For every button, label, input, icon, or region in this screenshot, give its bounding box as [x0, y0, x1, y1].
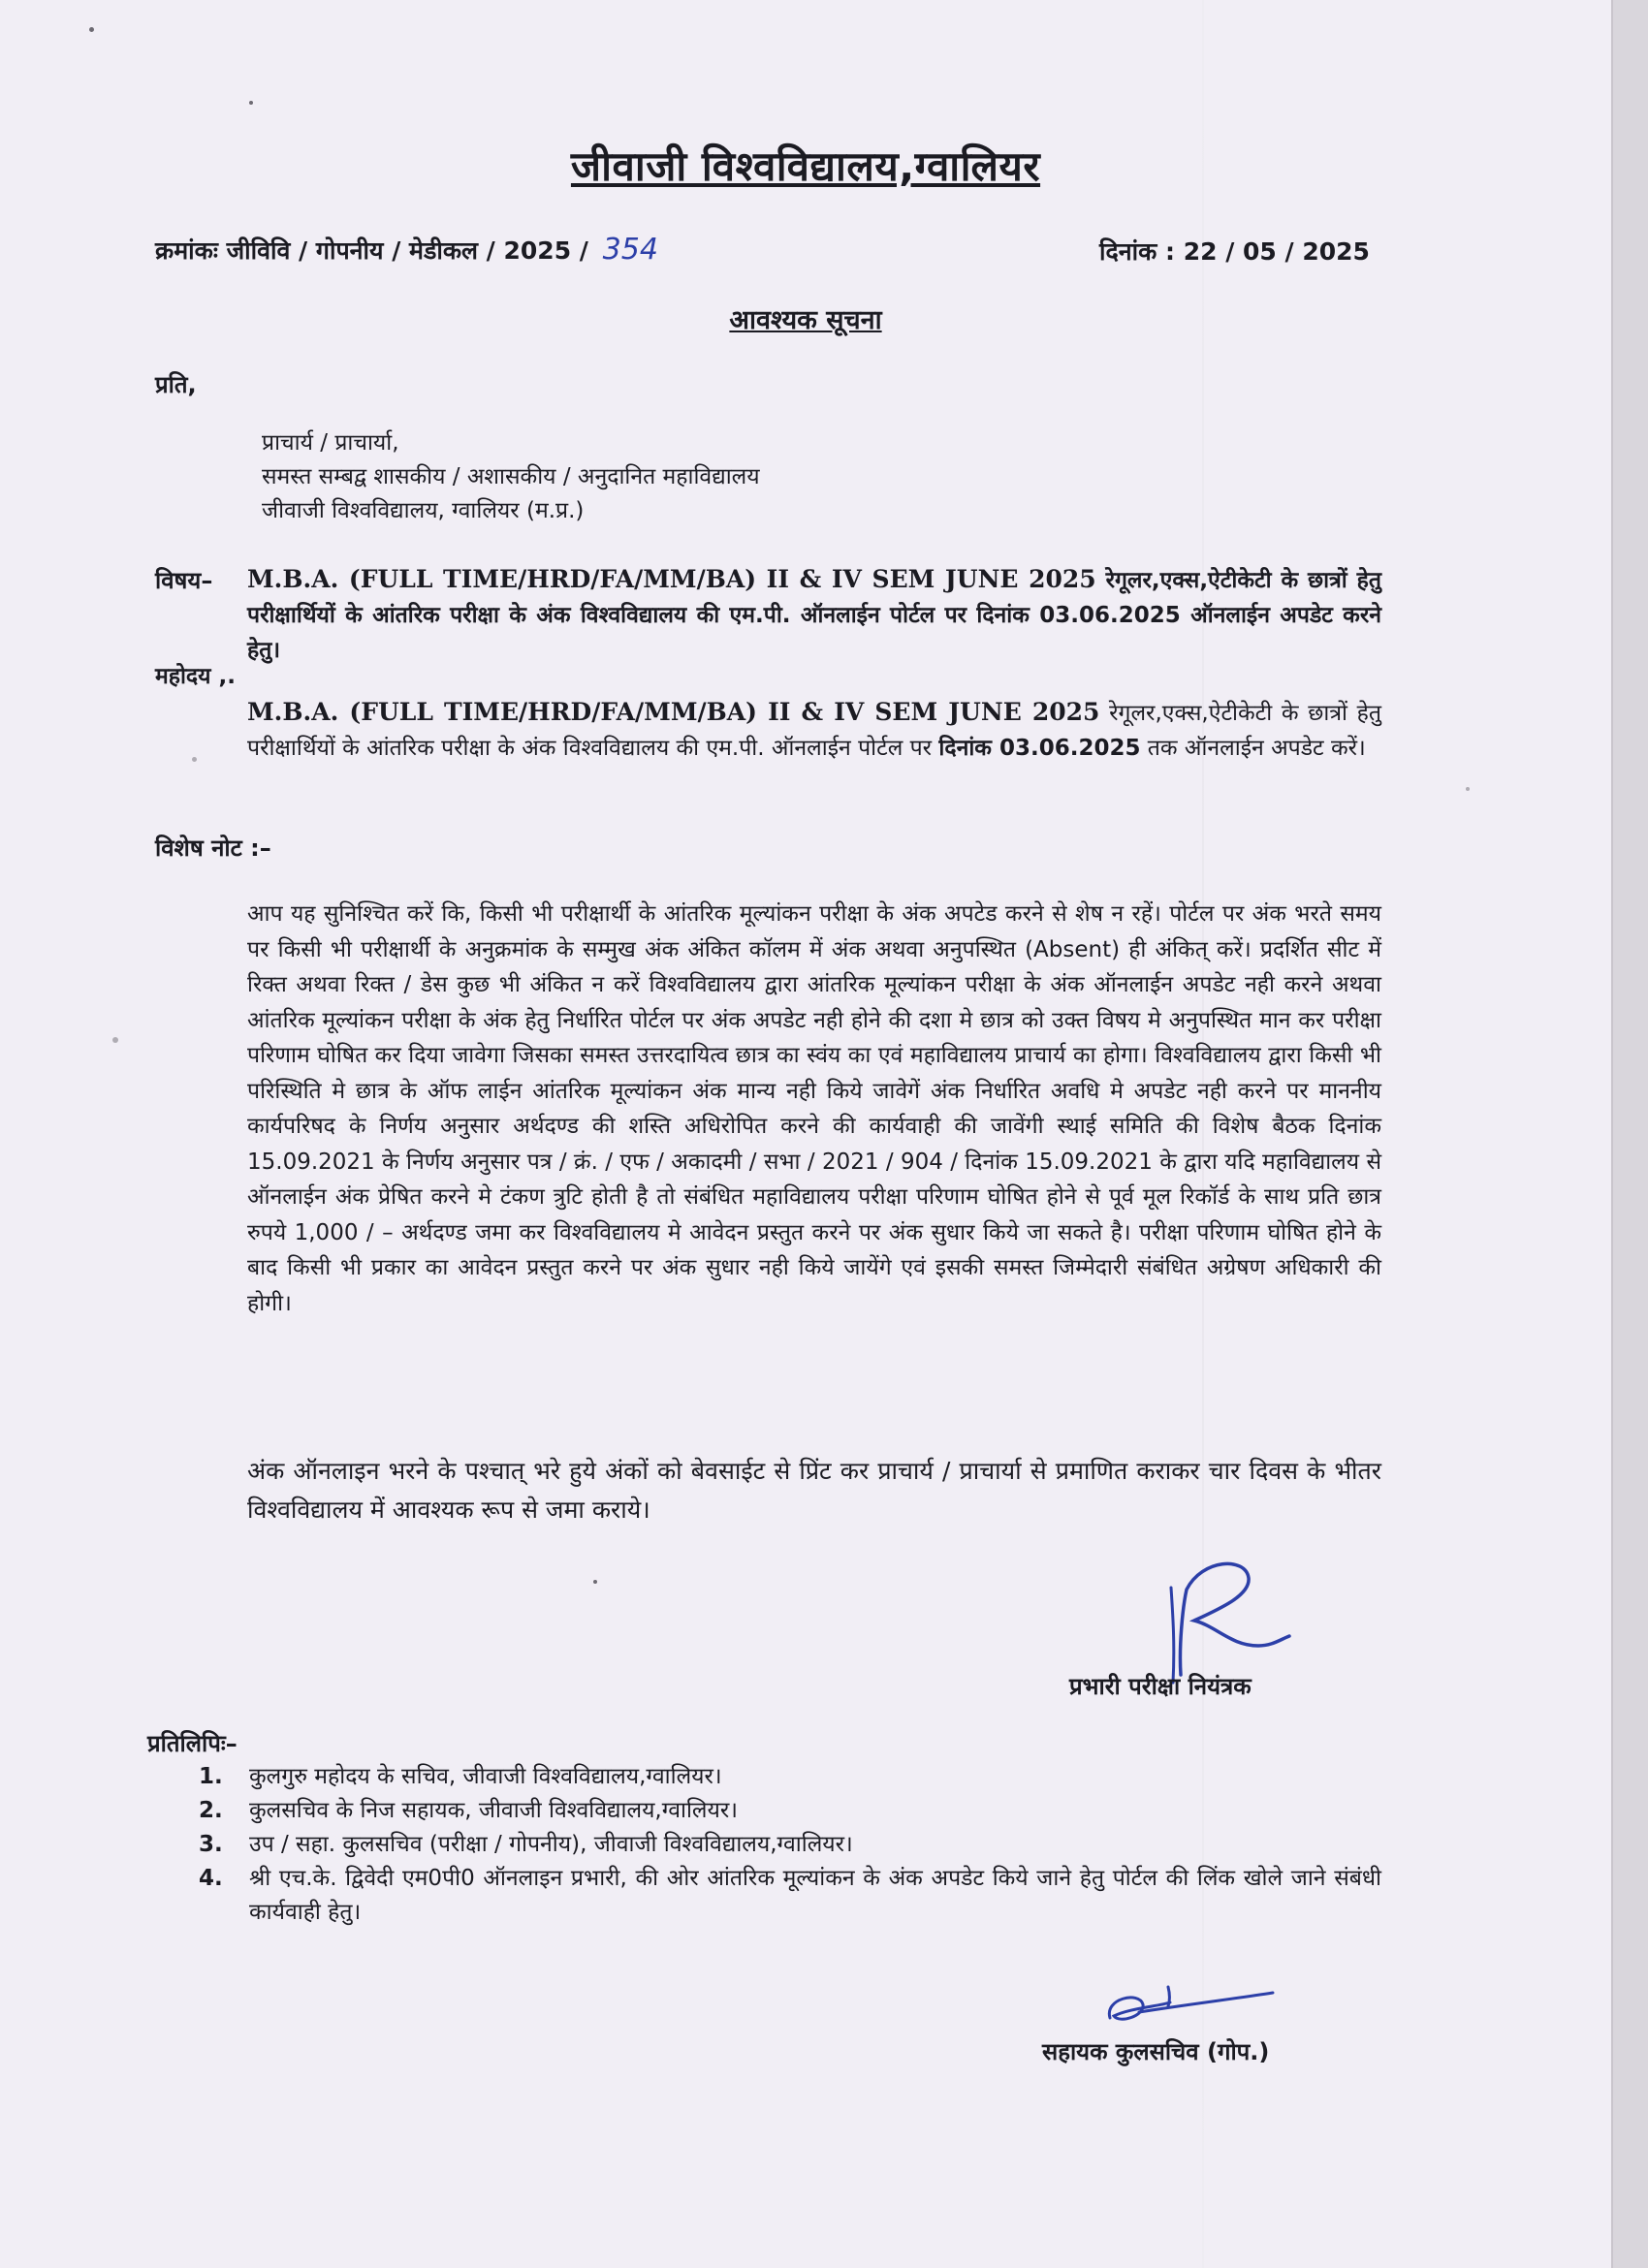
copy-item	[199, 1794, 1381, 1828]
instruction-paragraph: अंक ऑनलाइन भरने के पश्चात् भरे हुये अंकों को बेवसाईट से प्रिंट कर प्राचार्य / प्राचार्या से प्रमाणित कराकर चार दिवस के भीतर विश्वविद्यालय में आवश्यक रूप से जमा कराये।	[247, 1457, 1381, 1524]
reference-number	[155, 233, 658, 267]
special-note-label: विशेष नोट :–	[155, 835, 271, 862]
copy-item	[199, 1862, 1381, 1930]
body-text-2: तक ऑनलाईन अपडेट करें।	[1140, 736, 1366, 761]
subject-text	[247, 562, 1381, 668]
body-paragraph	[247, 695, 1381, 766]
salutation: महोदय ,.	[155, 664, 236, 689]
copy-number: 4.	[199, 1866, 223, 1891]
copy-text: उप / सहा. कुलसचिव (परीक्षा / गोपनीय), जीवाजी विश्वविद्यालय,ग्वालियर।	[249, 1832, 853, 1857]
special-note-text: आप यह सुनिश्चित करें कि, किसी भी परीक्षार्थी के आंतरिक मूल्यांकन परीक्षा के अंक अपटेड करने से शेष न रहें। पोर्टल पर अंक भरते समय पर किसी भी परीक्षार्थी के अनुक्रमांक के सम्मुख अंक अंकित कॉलम में अंक अथवा अनुपस्थित (Absent) ही अंकित् करें। प्रदर्शित सीट में रिक्त अथवा रिक्त / डेस कुछ भी अंकित न करें विश्वविद्यालय द्वारा आंतरिक मूल्यांकन परीक्षा के अंक ऑनलाईन अपडेट नही करने अथवा आंतरिक मूल्यांकन परीक्षा के अंक हेतु निर्धारित पोर्टल पर अंक अपडेट नही होने की दशा मे छात्र को उक्त विषय मे अनुपस्थित मान कर परीक्षा परिणाम घोषित कर दिया जावेगा जिसका समस्त उत्तरदायित्व छात्र का स्वंय का एवं महाविद्यालय प्राचार्य का होगा। विश्वविद्यालय द्वारा किसी भी परिस्थिति मे छात्र के ऑफ लाईन आंतरिक मूल्यांकन अंक मान्य नही किये जावेगें अंक निर्धारित अवधि मे अपडेट नही करने पर माननीय कार्यपरिषद के निर्णय अनुसार अर्थदण्ड की शस्ति अधिरोपित करने की कार्यवाही की जावेंगी स्थाई समिति की विशेष बैठक दिनांक 15.09.2021 के निर्णय अनुसार पत्र / क्रं. / एफ / अकादमी / सभा / 2021 / 904 / दिनांक 15.09.2021 के द्वारा यदि महाविद्यालय से ऑनलाईन अंक प्रेषित करने मे टंकण त्रुटि होती है तो संबंधित महाविद्यालय परीक्षा परिणाम घोषित होने से पूर्व मूल रिकॉर्ड के साथ प्रति छात्र रुपये 1,000 / – अर्थदण्ड जमा कर विश्वविद्यालय मे आवेदन प्रस्तुत करने पर अंक सुधार किये जा सकते है। परीक्षा परिणाम घोषित होने के बाद किसी भी प्रकार का आवेदन प्रस्तुत करने पर अंक सुधार नही किये जायेंगे एवं इसकी समस्त जिम्मेदारी संबंधित अग्रेषण अधिकारी की होगी।	[247, 901, 1381, 1316]
copy-number: 3.	[199, 1832, 223, 1857]
copy-text: कुलसचिव के निज सहायक, जीवाजी विश्वविद्यालय,ग्वालियर।	[249, 1798, 738, 1823]
recipient-line: समस्त सम्बद्व शासकीय / अशासकीय / अनुदानित महाविद्यालय	[262, 464, 760, 489]
assistant-registrar-designation: सहायक कुलसचिव (गोप.)	[1042, 2038, 1270, 2065]
copy-text: श्री एच.के. द्विवेदी एम0पी0 ऑनलाइन प्रभारी, की ओर आंतरिक मूल्यांकन के अंक अपडेट किये जाने हेतु पोर्टल की लिंक खोले जाने संबंधी कार्यवाही हेतु।	[249, 1866, 1381, 1925]
university-title: जीवाजी विश्वविद्यालय,ग्वालियर	[570, 142, 1041, 190]
notice-heading: आवश्यक सूचना	[729, 305, 882, 335]
reference-text: क्रमांकः जीविवि / गोपनीय / मेडीकल / 2025 /	[155, 236, 588, 265]
paper-speck	[1466, 787, 1470, 791]
subject-body: रेगूलर,एक्स,ऐटीकेटी के छात्रों हेतु परीक्षार्थियों के आंतरिक परीक्षा के अंक विश्वविद्यालय की एम.पी. ऑनलाईन पोर्टल पर दिनांक 03.06.2025 ऑनलाईन अपडेट करने हेतु।	[247, 568, 1381, 663]
controller-signature	[1144, 1549, 1299, 1685]
recipient-line: जीवाजी विश्वविद्यालय, ग्वालियर (म.प्र.)	[262, 498, 585, 523]
recipient-address	[262, 426, 760, 528]
copy-item	[199, 1828, 1381, 1862]
body-date: दिनांक 03.06.2025	[938, 736, 1141, 761]
recipient-prati: प्रति,	[155, 371, 197, 398]
paper-speck	[593, 1580, 597, 1584]
paper-speck	[89, 27, 94, 32]
copy-number: 1.	[199, 1764, 223, 1789]
recipient-line: प्राचार्य / प्राचार्या,	[262, 430, 399, 456]
controller-designation: प्रभारी परीक्षा नियंत्रक	[1069, 1673, 1252, 1700]
copies-list	[199, 1760, 1381, 1930]
copies-label: प्रतिलिपिः–	[147, 1730, 238, 1757]
reference-handwritten-number: 354	[602, 233, 658, 267]
copy-number: 2.	[199, 1798, 223, 1823]
subject-label: विषय–	[155, 567, 213, 594]
paper-speck	[112, 1037, 118, 1043]
body-course: M.B.A. (FULL TIME/HRD/FA/MM/BA) II & IV SEM JUNE 2025	[247, 698, 1100, 726]
paper-speck	[249, 101, 253, 105]
paper-speck	[192, 757, 197, 762]
subject-course: M.B.A. (FULL TIME/HRD/FA/MM/BA) II & IV SEM JUNE 2025	[247, 565, 1096, 593]
letter-date: दिनांक : 22 / 05 / 2025	[1099, 237, 1370, 266]
copy-item	[199, 1760, 1381, 1794]
copy-text: कुलगुरु महोदय के सचिव, जीवाजी विश्वविद्यालय,ग्वालियर।	[249, 1764, 722, 1789]
body-text-1: रेगूलर,एक्स,ऐटीकेटी के छात्रों हेतु परीक्षार्थियों के आंतरिक परीक्षा के अंक विश्वविद्यालय की एम.पी. ऑनलाईन पोर्टल पर	[247, 701, 1381, 761]
